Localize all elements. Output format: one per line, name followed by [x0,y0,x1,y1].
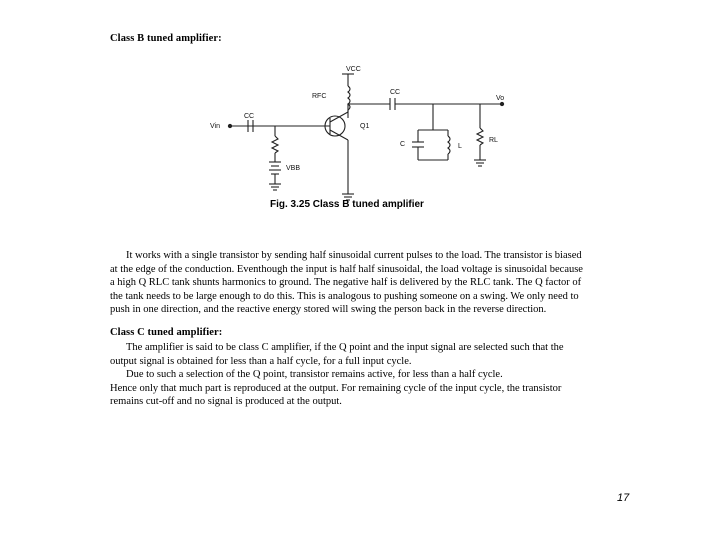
label-cc-in: CC [244,113,255,120]
section-heading-class-b: Class B tuned amplifier: [110,33,222,44]
text-line: at the edge of the conduction. Eventhough the input is half half sinusoidal, the load voltage is sinusoidal because [110,263,583,275]
label-rfc: RFC [312,93,327,100]
label-rl: RL [489,137,498,144]
text-line: a high Q RLC tank shunts harmonics to ground. The negative half is delivered by the RLC tank. The Q factor of [110,277,582,289]
label-vin: Vin [210,123,220,130]
text-line: remains cut-off and no signal is produced at the output. [110,396,342,408]
label-l: L [458,143,462,150]
text-line: Due to such a selection of the Q point, transistor remains active, for less than a half cycle. [126,369,503,381]
label-vbb: VBB [286,165,301,172]
page-number: 17 [617,492,630,504]
text-line: push in one direction, and the reactive energy stored will swing the person back in the reverse direction. [110,304,547,316]
label-q1: Q1 [360,123,370,130]
text-line: The amplifier is said to be class C amplifier, if the Q point and the input signal are selected such that the [126,342,564,353]
label-c: C [400,141,406,148]
label-vo: Vo [496,95,505,102]
text-line: It works with a single transistor by sending half sinusoidal current pulses to the load. The transistor is biased [126,250,582,261]
text-line: Hence only that much part is reproduced at the output. For remaining cycle of the input cycle, the transistor [110,382,562,394]
circuit-diagram [200,62,510,212]
label-vcc: VCC [346,66,361,73]
label-cc-out: CC [390,89,401,96]
text-line: the tank needs to be large enough to do this. This is analogous to pushing someone on a swing. We only need to [110,290,579,302]
paragraph-class-c [110,341,630,409]
circuit-figure [200,62,510,212]
text-line: output signal is obtained for less than a half cycle, for a full input cycle. [110,355,412,367]
paragraph-class-b [110,249,630,317]
section-heading-class-c: Class C tuned amplifier: [110,327,223,338]
figure-caption: Fig. 3.25 Class B tuned amplifier [270,199,424,210]
